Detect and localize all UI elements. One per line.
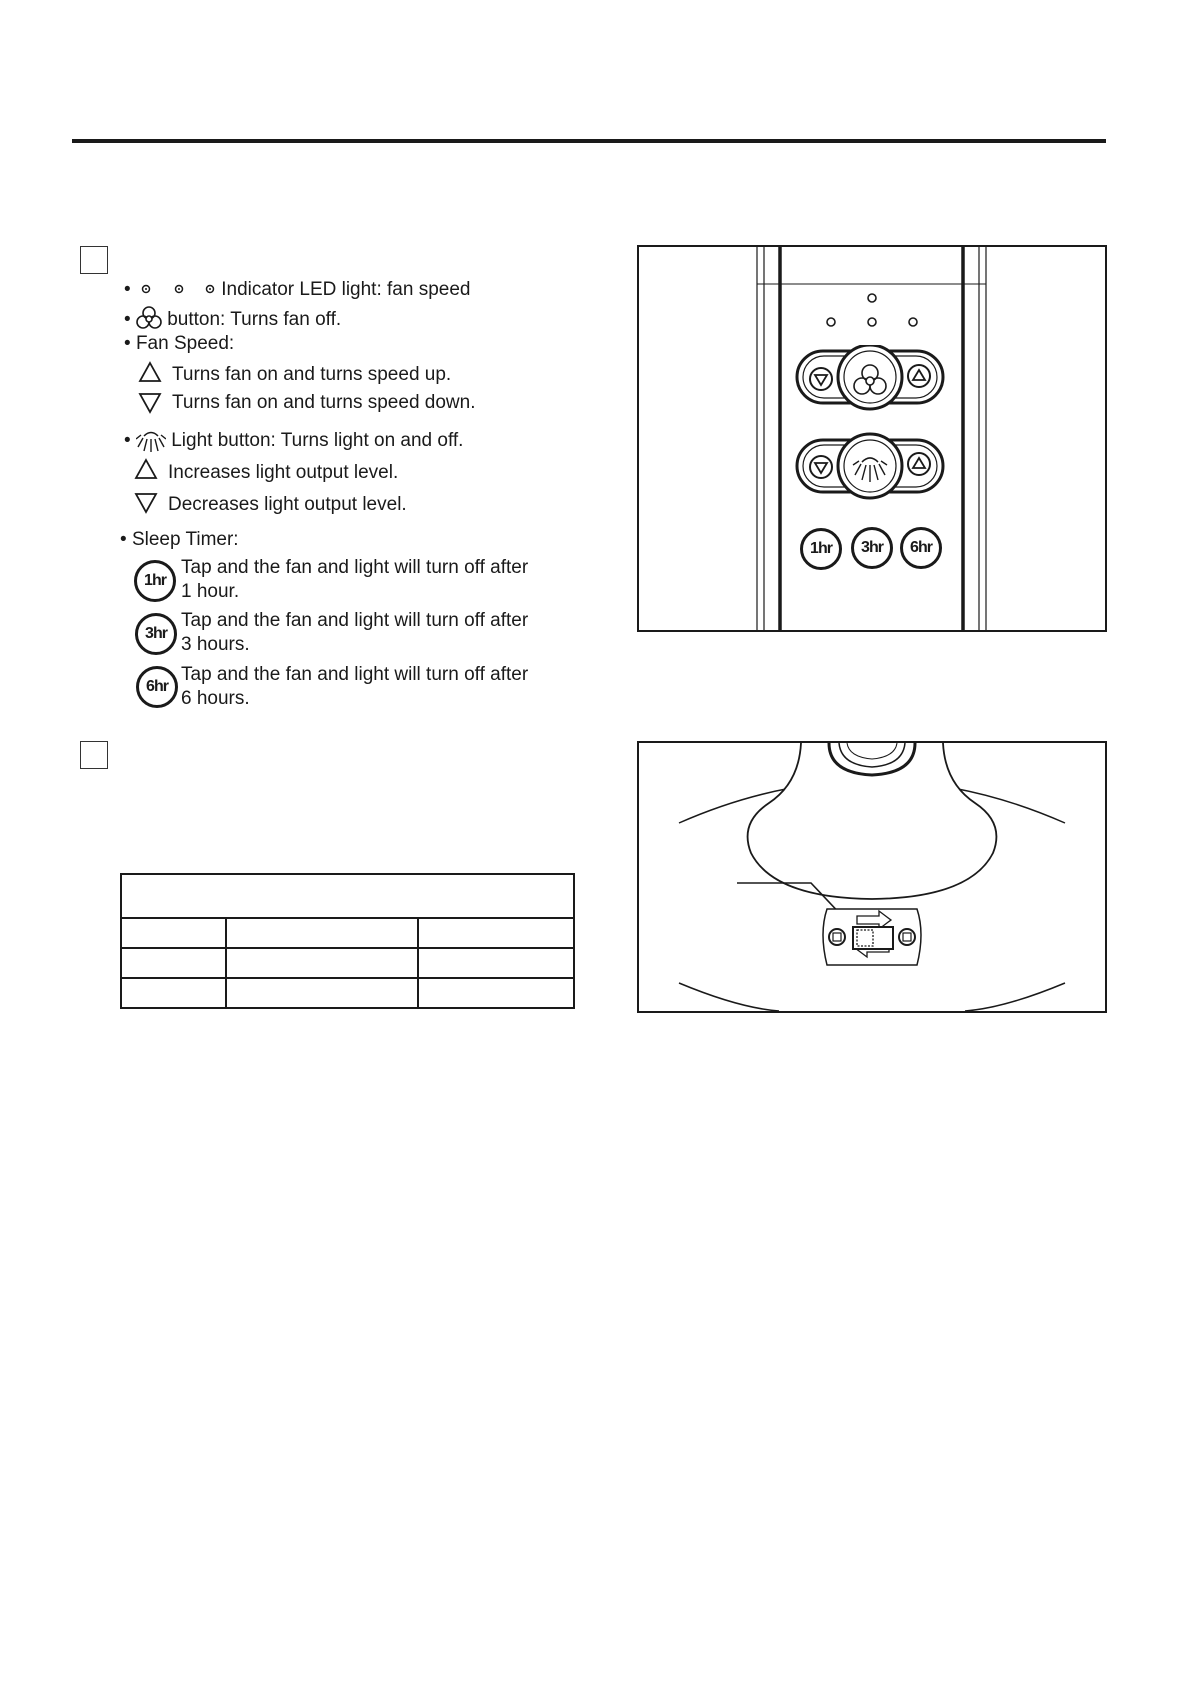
table-cell	[418, 948, 574, 978]
timer-1hr-icon-label: 1hr	[144, 572, 166, 589]
led-indicator-icon	[136, 281, 216, 297]
fan-off-legend-text: button: Turns fan off.	[167, 309, 342, 330]
bullet: •	[124, 430, 131, 451]
fan-speed-down-button[interactable]	[808, 366, 834, 392]
light-up-button[interactable]	[906, 451, 932, 477]
fan-housing-illustration	[637, 741, 1107, 1013]
timer-6hr-line2: 6 hours.	[181, 688, 250, 709]
speed-down-text: Turns fan on and turns speed down.	[172, 392, 476, 413]
step-box-2	[80, 741, 108, 769]
timer-1hr-line2: 1 hour.	[181, 581, 240, 602]
triangle-up-icon	[138, 361, 162, 383]
header-rule	[72, 139, 1106, 143]
housing-drawing	[639, 743, 1105, 1011]
remote-timer-3hr-label: 3hr	[861, 539, 883, 556]
table-cell	[418, 918, 574, 948]
light-toggle-button[interactable]	[852, 450, 888, 486]
table-cell	[226, 978, 418, 1008]
table-header-cell	[121, 874, 574, 918]
remote-timer-1hr-label: 1hr	[810, 540, 832, 557]
light-up-text: Increases light output level.	[168, 462, 399, 483]
frequency-table	[120, 873, 575, 1009]
timer-3hr-icon	[135, 613, 177, 655]
timer-1hr-line1: Tap and the fan and light will turn off after	[181, 557, 529, 578]
triangle-down-icon	[138, 392, 162, 414]
light-legend-row	[124, 426, 463, 454]
led-indicator-icon	[827, 294, 917, 326]
sleep-timer-heading-text: Sleep Timer:	[131, 529, 239, 550]
table-row	[121, 948, 574, 978]
light-down-text: Decreases light output level.	[168, 494, 407, 515]
fan-speed-heading-text: Fan Speed:	[135, 333, 235, 354]
step-box-1	[80, 246, 108, 274]
timer-6hr-icon	[136, 666, 178, 708]
remote-timer-3hr-button[interactable]	[851, 527, 893, 569]
fan-icon	[136, 306, 162, 330]
table-cell	[121, 948, 226, 978]
timer-3hr-line1: Tap and the fan and light will turn off after	[181, 610, 529, 631]
table-cell	[418, 978, 574, 1008]
bullet: •	[124, 309, 131, 330]
table-cell	[226, 948, 418, 978]
table-row	[121, 918, 574, 948]
fan-off-legend-row	[124, 306, 341, 331]
light-legend-text: Light button: Turns light on and off.	[171, 430, 464, 451]
bullet: •	[124, 333, 131, 354]
light-down-button[interactable]	[808, 454, 834, 480]
triangle-up-icon	[134, 458, 158, 480]
triangle-down-icon	[134, 492, 158, 514]
sleep-timer-heading	[120, 529, 239, 551]
remote-timer-6hr-button[interactable]	[900, 527, 942, 569]
fan-speed-heading	[124, 333, 234, 355]
remote-timer-1hr-button[interactable]	[800, 528, 842, 570]
table-cell	[226, 918, 418, 948]
speed-up-text: Turns fan on and turns speed up.	[172, 364, 452, 385]
bullet: •	[124, 279, 131, 300]
timer-6hr-icon-label: 6hr	[146, 678, 168, 695]
bullet: •	[120, 529, 127, 550]
table-row	[121, 978, 574, 1008]
timer-6hr-line1: Tap and the fan and light will turn off after	[181, 664, 529, 685]
table-cell	[121, 978, 226, 1008]
fan-off-button[interactable]	[852, 362, 888, 398]
led-legend-text: Indicator LED light: fan speed	[221, 279, 471, 300]
led-legend-row	[124, 279, 470, 301]
remote-timer-6hr-label: 6hr	[910, 539, 932, 556]
timer-3hr-icon-label: 3hr	[145, 625, 167, 642]
timer-1hr-icon	[134, 560, 176, 602]
timer-3hr-line2: 3 hours.	[181, 634, 250, 655]
fan-speed-up-button[interactable]	[906, 363, 932, 389]
table-cell	[121, 918, 226, 948]
light-bulb-icon	[136, 426, 166, 454]
